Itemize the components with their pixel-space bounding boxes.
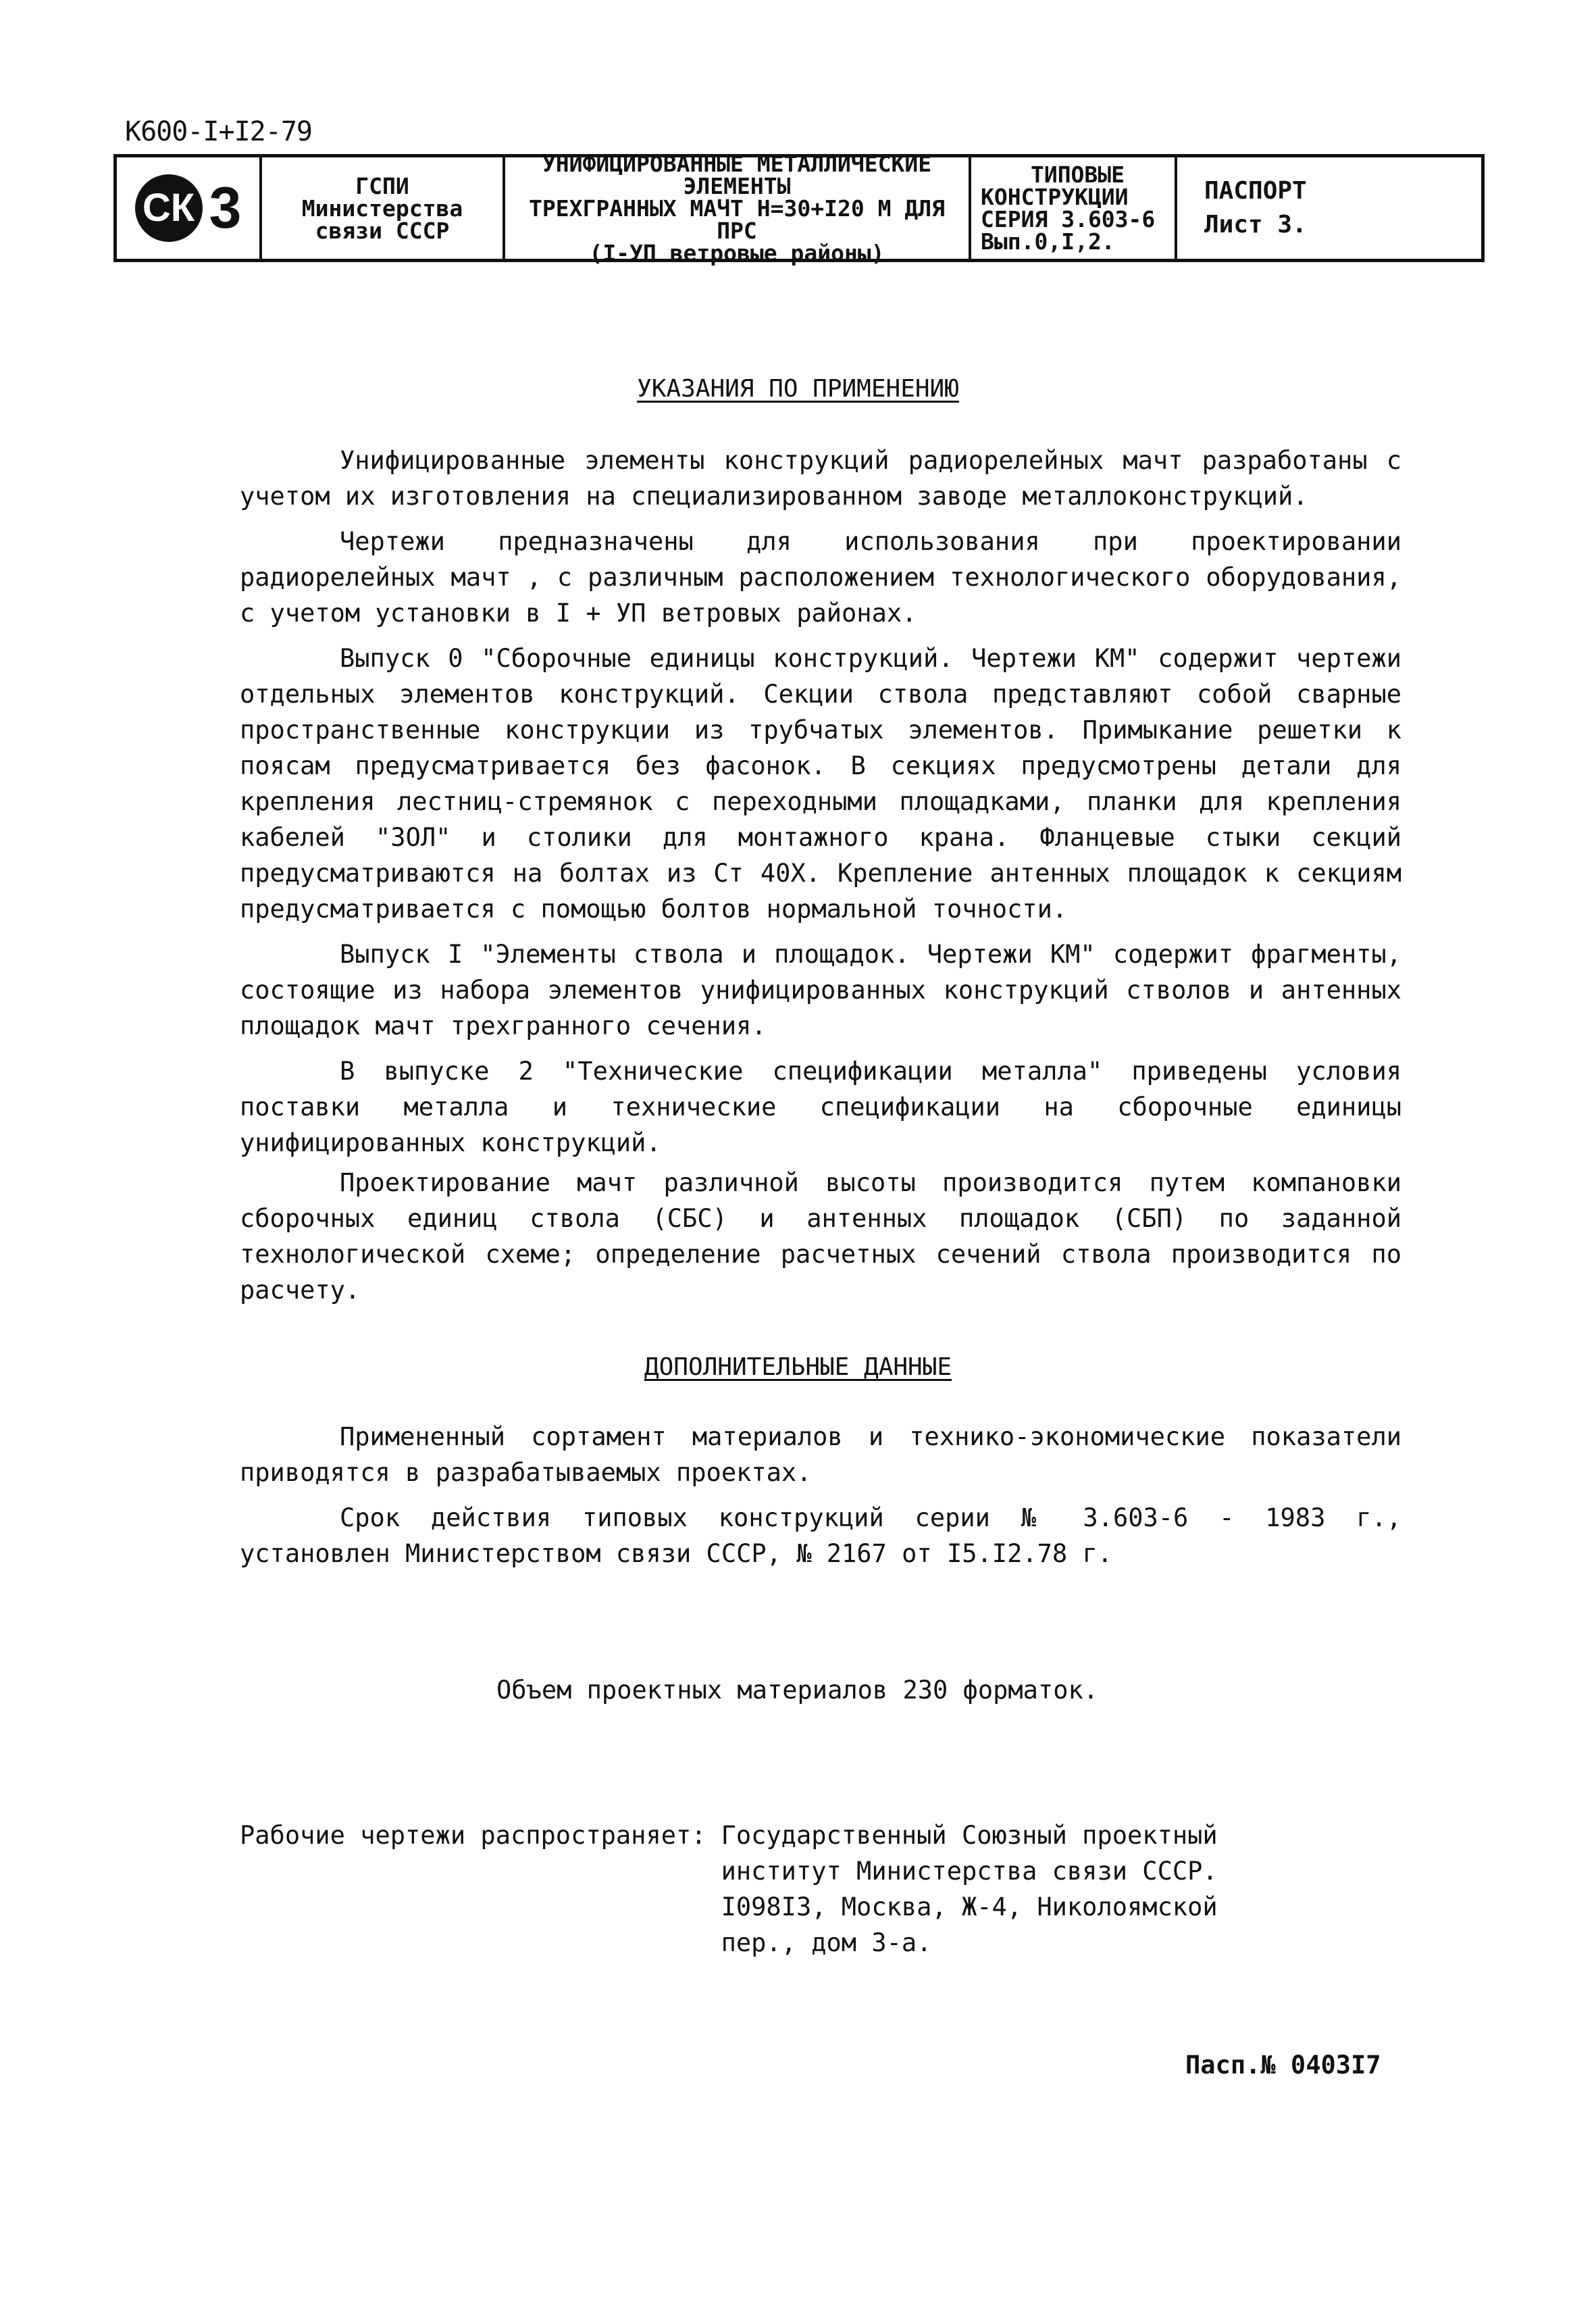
- paragraph: Чертежи предназначены для использования при проектировании радиорелейных мачт , с различным расположением технологического оборудования, с учетом установки в I + УП ветровых районах.: [240, 527, 1401, 628]
- logo-icon: СК: [135, 174, 203, 242]
- org-line: Министерства: [301, 195, 463, 222]
- paragraph: Унифицированные элементы конструкций радиорелейных мачт разработаны с учетом их изготовления на специализированном заводе металлоконструкций.: [240, 446, 1401, 511]
- logo-cell: [117, 157, 262, 259]
- series-line: ТИПОВЫЕ: [1030, 161, 1125, 188]
- sheet-cell: [1177, 157, 1481, 259]
- title-line: ТРЕХГРАННЫХ МАЧТ Н=30+I20 М ДЛЯ ПРС: [529, 195, 945, 244]
- series-line: Вып.0,I,2.: [981, 228, 1115, 255]
- series-line: СЕРИЯ 3.603-6: [981, 206, 1156, 232]
- paragraph: Срок действия типовых конструкций серии № 3.603-6 - 1983 г., установлен Министерством связи СССР, № 2167 от I5.I2.78 г.: [240, 1503, 1401, 1568]
- org-line: ГСПИ: [355, 172, 409, 199]
- section-additional-body: [240, 1419, 1401, 1571]
- logo-number: 3: [209, 176, 242, 241]
- title-cell: [505, 150, 971, 266]
- series-cell: [971, 157, 1177, 259]
- distribution-block: [240, 1817, 1218, 1961]
- title-block: [113, 150, 1485, 266]
- title-line: (I-УП ветровые районы): [589, 239, 885, 266]
- volume-note: Объем проектных материалов 230 форматок.: [496, 1676, 1099, 1705]
- distribution-label: Рабочие чертежи распространяет:: [240, 1821, 706, 1850]
- doc-type: ПАСПОРТ: [1204, 177, 1307, 205]
- title-line: УНИФИЦИРОВАННЫЕ МЕТАЛЛИЧЕСКИЕ ЭЛЕМЕНТЫ: [542, 150, 932, 199]
- section-heading-application: УКАЗАНИЯ ПО ПРИМЕНЕНИЮ: [637, 375, 959, 403]
- address-line: Государственный Союзный проектный: [721, 1821, 1218, 1850]
- address-line: пер., дом 3-а.: [721, 1928, 932, 1957]
- passport-number: Пасп.№ 0403I7: [1185, 2051, 1381, 2080]
- distribution-address: [721, 1817, 1218, 1961]
- paragraph: Выпуск I "Элементы ствола и площадок. Чертежи КМ" содержит фрагменты, состоящие из набора элементов унифицированных конструкций стволов и антенных площадок мачт трехгранного сечения.: [240, 940, 1401, 1040]
- paragraph: Выпуск 0 "Сборочные единицы конструкций. Чертежи КМ" содержит чертежи отдельных элементов конструкций. Секции ствола представляют собой сварные пространственные конструкции из трубчатых элементов. Примыкание решетки к поясам предусматривается без фасонок. В секциях предусмотрены детали для крепления лестниц-стремянок с переходными площадками, планки для крепления кабелей "ЗОЛ" и столики для монтажного крана. Фланцевые стыки секций предусматриваются на болтах из Ст 40Х. Крепление антенных площадок к секциям предусматривается с помощью болтов нормальной точности.: [240, 644, 1401, 924]
- paragraph: В выпуске 2 "Технические спецификации металла" приведены условия поставки металла и технические спецификации на сборочные единицы унифицированных конструкций.: [240, 1057, 1401, 1157]
- org-line: связи СССР: [315, 217, 450, 244]
- paragraph: Проектирование мачт различной высоты производится путем компановки сборочных единиц ствола (СБС) и антенных площадок (СБП) по заданной технологической схеме; определение расчетных сечений ствола производится по расчету.: [240, 1168, 1401, 1305]
- address-line: I098I3, Москва, Ж-4, Николоямской: [721, 1892, 1218, 1921]
- section-heading-additional: ДОПОЛНИТЕЛЬНЫЕ ДАННЫЕ: [644, 1353, 952, 1381]
- sheet-number: Лист 3.: [1204, 211, 1307, 238]
- document-code: К600-I+I2-79: [125, 116, 312, 147]
- address-line: институт Министерства связи СССР.: [721, 1857, 1218, 1886]
- organization-cell: [262, 157, 505, 259]
- section-application-body: [240, 443, 1401, 1308]
- series-line: КОНСТРУКЦИИ: [981, 184, 1129, 210]
- paragraph: Примененный сортамент материалов и технико-экономические показатели приводятся в разрабатываемых проектах.: [240, 1422, 1401, 1487]
